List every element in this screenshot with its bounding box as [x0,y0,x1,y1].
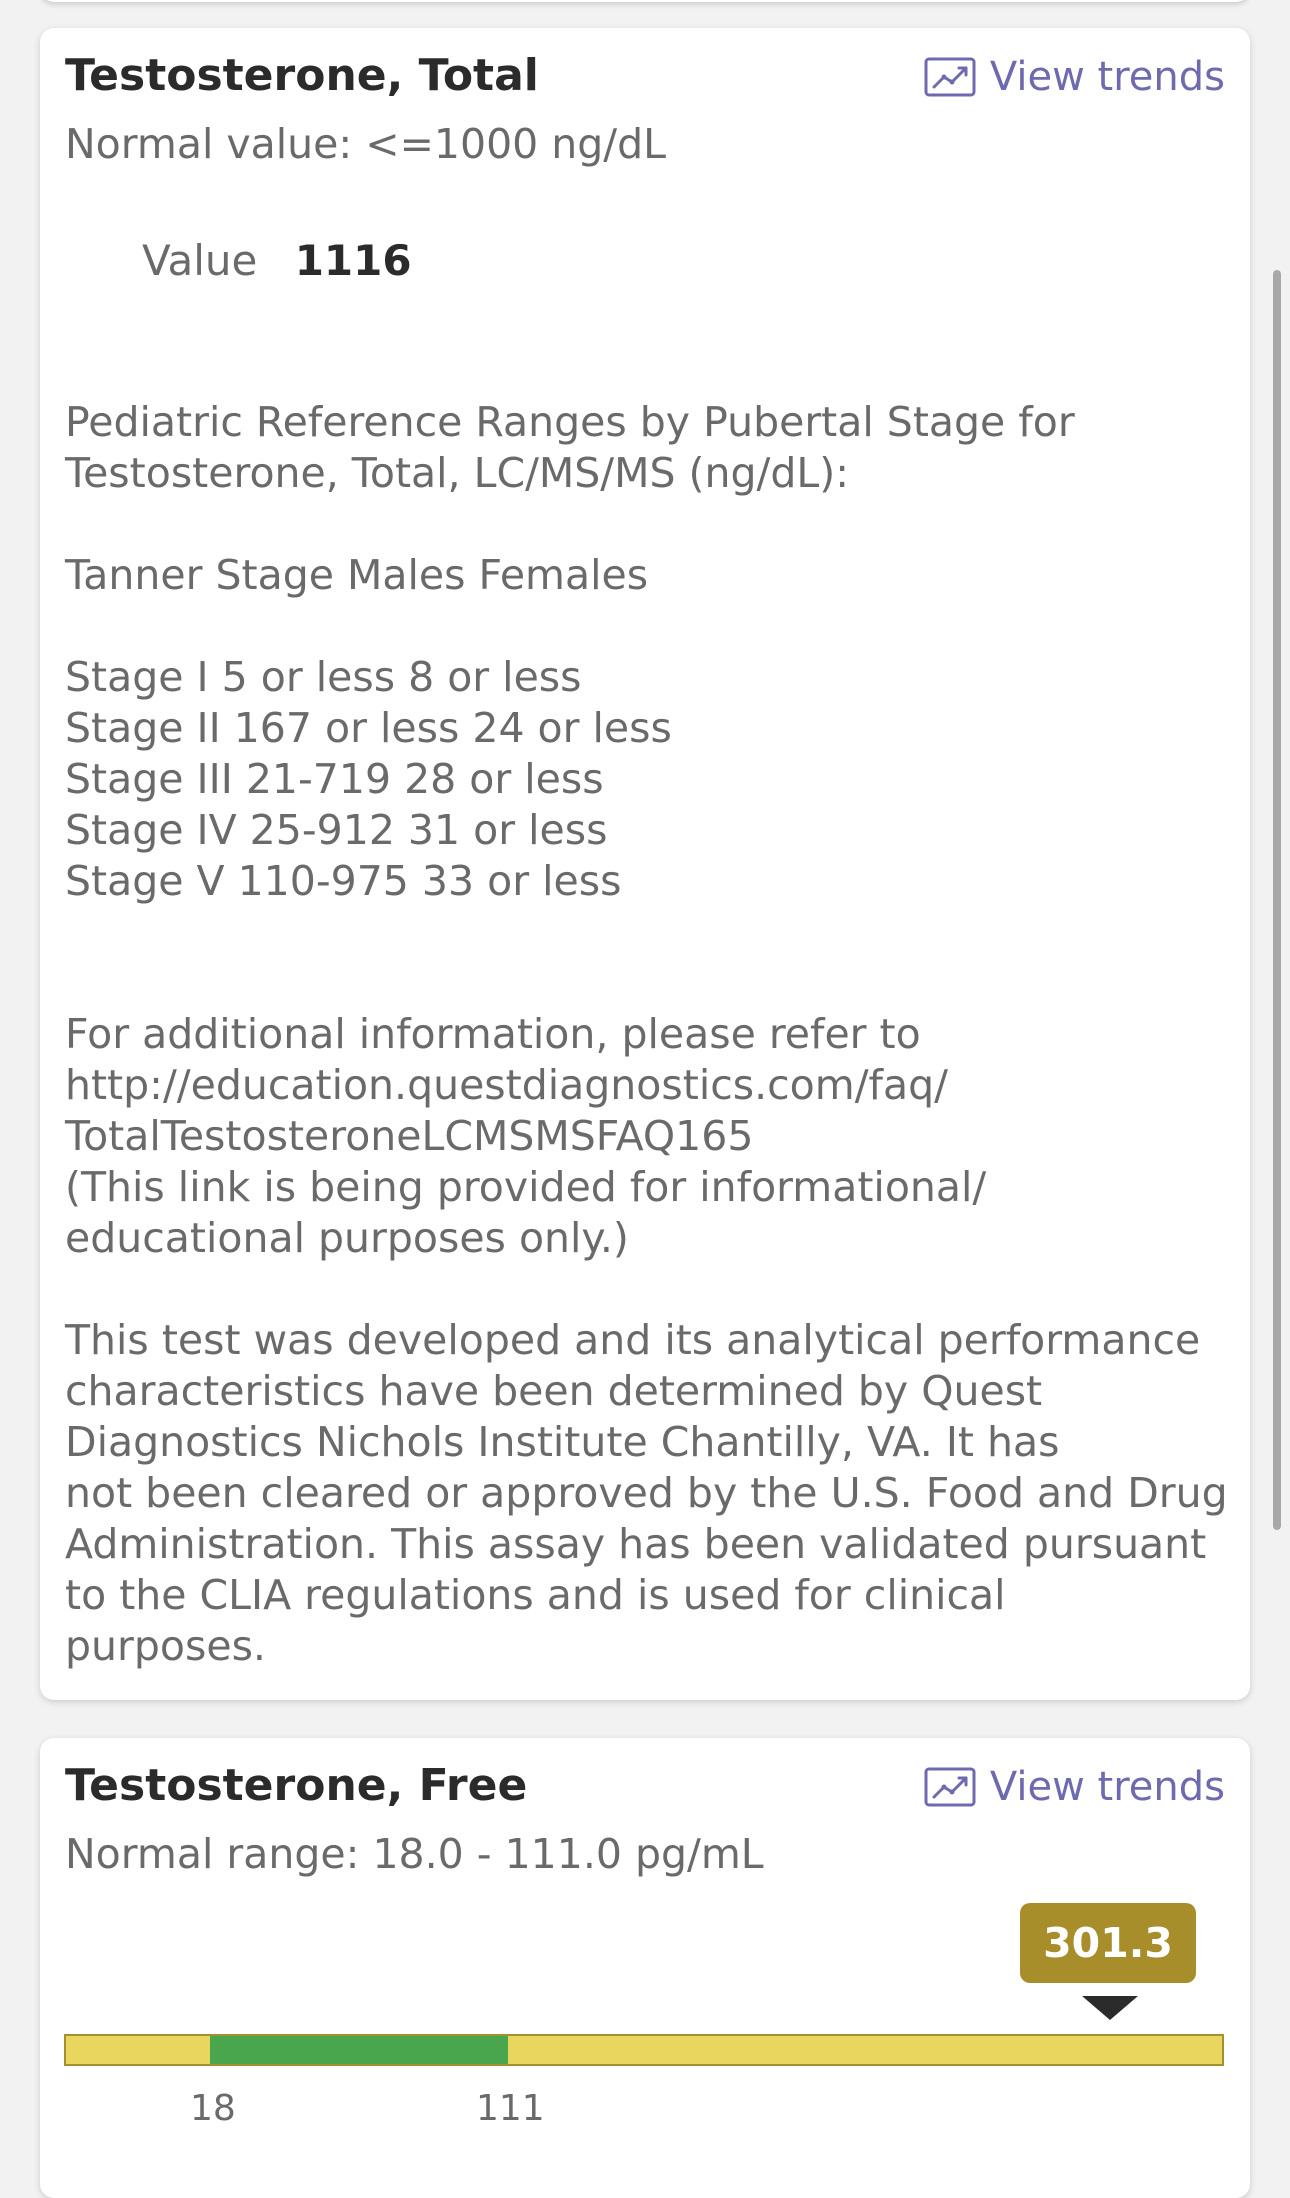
result-card-testosterone-free [40,1738,1250,2198]
reference-range-bar [64,2034,1224,2066]
scrollbar[interactable] [1273,270,1281,1530]
normal-range-segment [210,2036,508,2064]
value-pointer [1082,1996,1138,2020]
view-trends-label: View trends [989,54,1225,100]
view-trends-button[interactable] [924,1764,1225,1810]
range-high-label: 111 [476,2088,545,2129]
result-value-bubble: 301.3 [1020,1903,1196,1983]
range-low-label: 18 [190,2088,236,2129]
result-value: 1116 [294,236,412,285]
view-trends-label: View trends [989,1764,1225,1810]
result-title: Testosterone, Total [65,50,539,101]
result-value-row [142,236,412,285]
normal-range-text: Normal range: 18.0 - 111.0 pg/mL [65,1830,764,1878]
value-label: Value [142,236,258,285]
result-card-testosterone-total [40,28,1250,1700]
result-notes: Pediatric Reference Ranges by Pubertal Stage for Testosterone, Total, LC/MS/MS (ng/dL): Tanner Stage Males Females Stage I 5 or less 8 or less Stage II 167 or less 24 or less Stage III 21-719 28 or less Stage IV 25-912 31 or less Stage V 110-975 33 or less For additional information, please refer to http://education.questdiagnostics.com/faq/ TotalTestosteroneLCMSMSFAQ165 (This link is being provided for informational/ educational purposes only.) This test was developed and its analytical performance characteristics have been determined by Quest Diagnostics Nichols Institute Chantilly, VA. It has not been cleared or approved by the U.S. Food and Drug Administration. This assay has been validated pursuant to the CLIA regulations and is used for clinical purposes. [65,398,1228,1670]
chart-trend-icon [924,57,976,97]
result-title: Testosterone, Free [65,1760,528,1811]
normal-value-text: Normal value: <=1000 ng/dL [65,120,666,168]
previous-result-card [40,0,1250,2]
chart-trend-icon [924,1767,976,1807]
view-trends-button[interactable] [924,54,1225,100]
